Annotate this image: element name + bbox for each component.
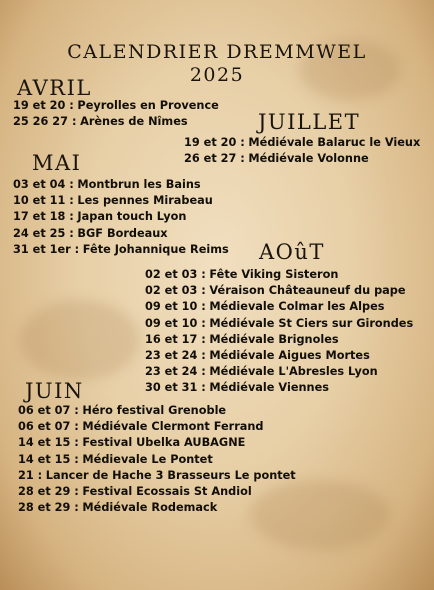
event-date: 23 et 24 : [145, 349, 206, 363]
event-date: 09 et 10 : [145, 316, 206, 330]
event-date: 21 : [18, 468, 43, 482]
event-name: Médiévale Aigues Mortes [209, 349, 370, 363]
event-date: 16 et 17 : [145, 332, 206, 346]
month-heading-avril: AVRIL [17, 76, 92, 100]
event-date: 02 et 03 : [145, 268, 206, 281]
event-name: Véraison Châteauneuf du pape [209, 284, 406, 298]
event-name: Médiévale Brignoles [209, 332, 339, 346]
month-heading-juillet: JUILLET [258, 110, 361, 134]
event-item [145, 316, 413, 332]
event-list-aout [145, 267, 413, 397]
event-list-juillet [184, 135, 420, 167]
event-name: Médievale Colmar les Alpes [209, 300, 385, 314]
event-date: 25 26 27 : [13, 115, 77, 129]
event-name: Festival Ubelka AUBAGNE [82, 436, 246, 450]
event-name: Médiévale Viennes [209, 381, 329, 395]
event-item [13, 177, 229, 193]
event-name: Les pennes Mirabeau [77, 194, 213, 208]
event-date: 28 et 29 : [18, 485, 79, 499]
event-date: 30 et 31 : [145, 381, 206, 395]
event-item [184, 151, 420, 167]
page-year: 2025 [189, 64, 245, 86]
event-list-mai [13, 177, 229, 258]
event-item [145, 364, 413, 380]
event-list-avril [13, 98, 219, 130]
event-name: Médiévale L'Abresles Lyon [209, 365, 378, 379]
event-date: 09 et 10 : [145, 300, 206, 314]
event-date: 06 et 07 : [18, 420, 79, 434]
event-date: 02 et 03 : [145, 284, 206, 298]
event-name: Médiévale Balaruc le Vieux [248, 136, 421, 149]
event-date: 19 et 20 : [13, 99, 74, 112]
event-item [184, 135, 420, 151]
event-item [18, 452, 296, 468]
month-heading-aout: AOûT [259, 240, 325, 264]
event-name: Arènes de Nîmes [80, 115, 188, 129]
event-item [18, 468, 296, 484]
event-name: Japan touch Lyon [77, 210, 187, 224]
event-name: Médiévale Rodemack [82, 501, 218, 515]
event-item [145, 332, 413, 348]
parchment-stain [20, 300, 140, 380]
event-item [145, 283, 413, 299]
event-item [13, 226, 229, 242]
event-date: 31 et 1er : [13, 242, 80, 256]
month-heading-juin: JUIN [25, 379, 84, 403]
event-item [13, 114, 219, 130]
page-title: CALENDRIER DREMMWEL [67, 41, 367, 63]
event-item [145, 348, 413, 364]
event-list-juin [18, 403, 296, 516]
event-date: 10 et 11 : [13, 194, 74, 208]
event-item [145, 267, 413, 283]
event-item [18, 419, 296, 435]
event-name: Fête Viking Sisteron [209, 268, 339, 281]
event-item [18, 484, 296, 500]
event-name: Médiévale Volonne [248, 152, 369, 166]
event-name: Montbrun les Bains [77, 178, 201, 191]
event-date: 17 et 18 : [13, 210, 74, 224]
event-date: 28 et 29 : [18, 501, 79, 515]
event-item [145, 380, 413, 396]
event-date: 03 et 04 : [13, 178, 74, 191]
event-date: 06 et 07 : [18, 404, 79, 417]
event-item [13, 209, 229, 225]
month-heading-mai: MAI [32, 151, 82, 175]
event-name: Peyrolles en Provence [77, 99, 219, 112]
event-item [18, 500, 296, 516]
event-name: Médiévale Clermont Ferrand [82, 420, 264, 434]
event-item [18, 435, 296, 451]
event-name: Festival Ecossais St Andiol [82, 485, 252, 499]
event-name: Médiévale St Ciers sur Girondes [209, 316, 414, 330]
event-date: 26 et 27 : [184, 152, 245, 166]
event-item [18, 403, 296, 419]
event-item [145, 299, 413, 315]
event-item [13, 242, 229, 258]
event-name: Médievale Le Pontet [82, 452, 213, 466]
event-item [13, 193, 229, 209]
event-item [13, 98, 219, 114]
event-date: 23 et 24 : [145, 365, 206, 379]
event-date: 14 et 15 : [18, 452, 79, 466]
event-date: 19 et 20 : [184, 136, 245, 149]
event-name: BGF Bordeaux [77, 226, 168, 240]
event-name: Fête Johannique Reims [82, 242, 229, 256]
event-date: 14 et 15 : [18, 436, 79, 450]
event-name: Lancer de Hache 3 Brasseurs Le pontet [45, 468, 296, 482]
event-date: 24 et 25 : [13, 226, 74, 240]
event-name: Héro festival Grenoble [82, 404, 227, 417]
